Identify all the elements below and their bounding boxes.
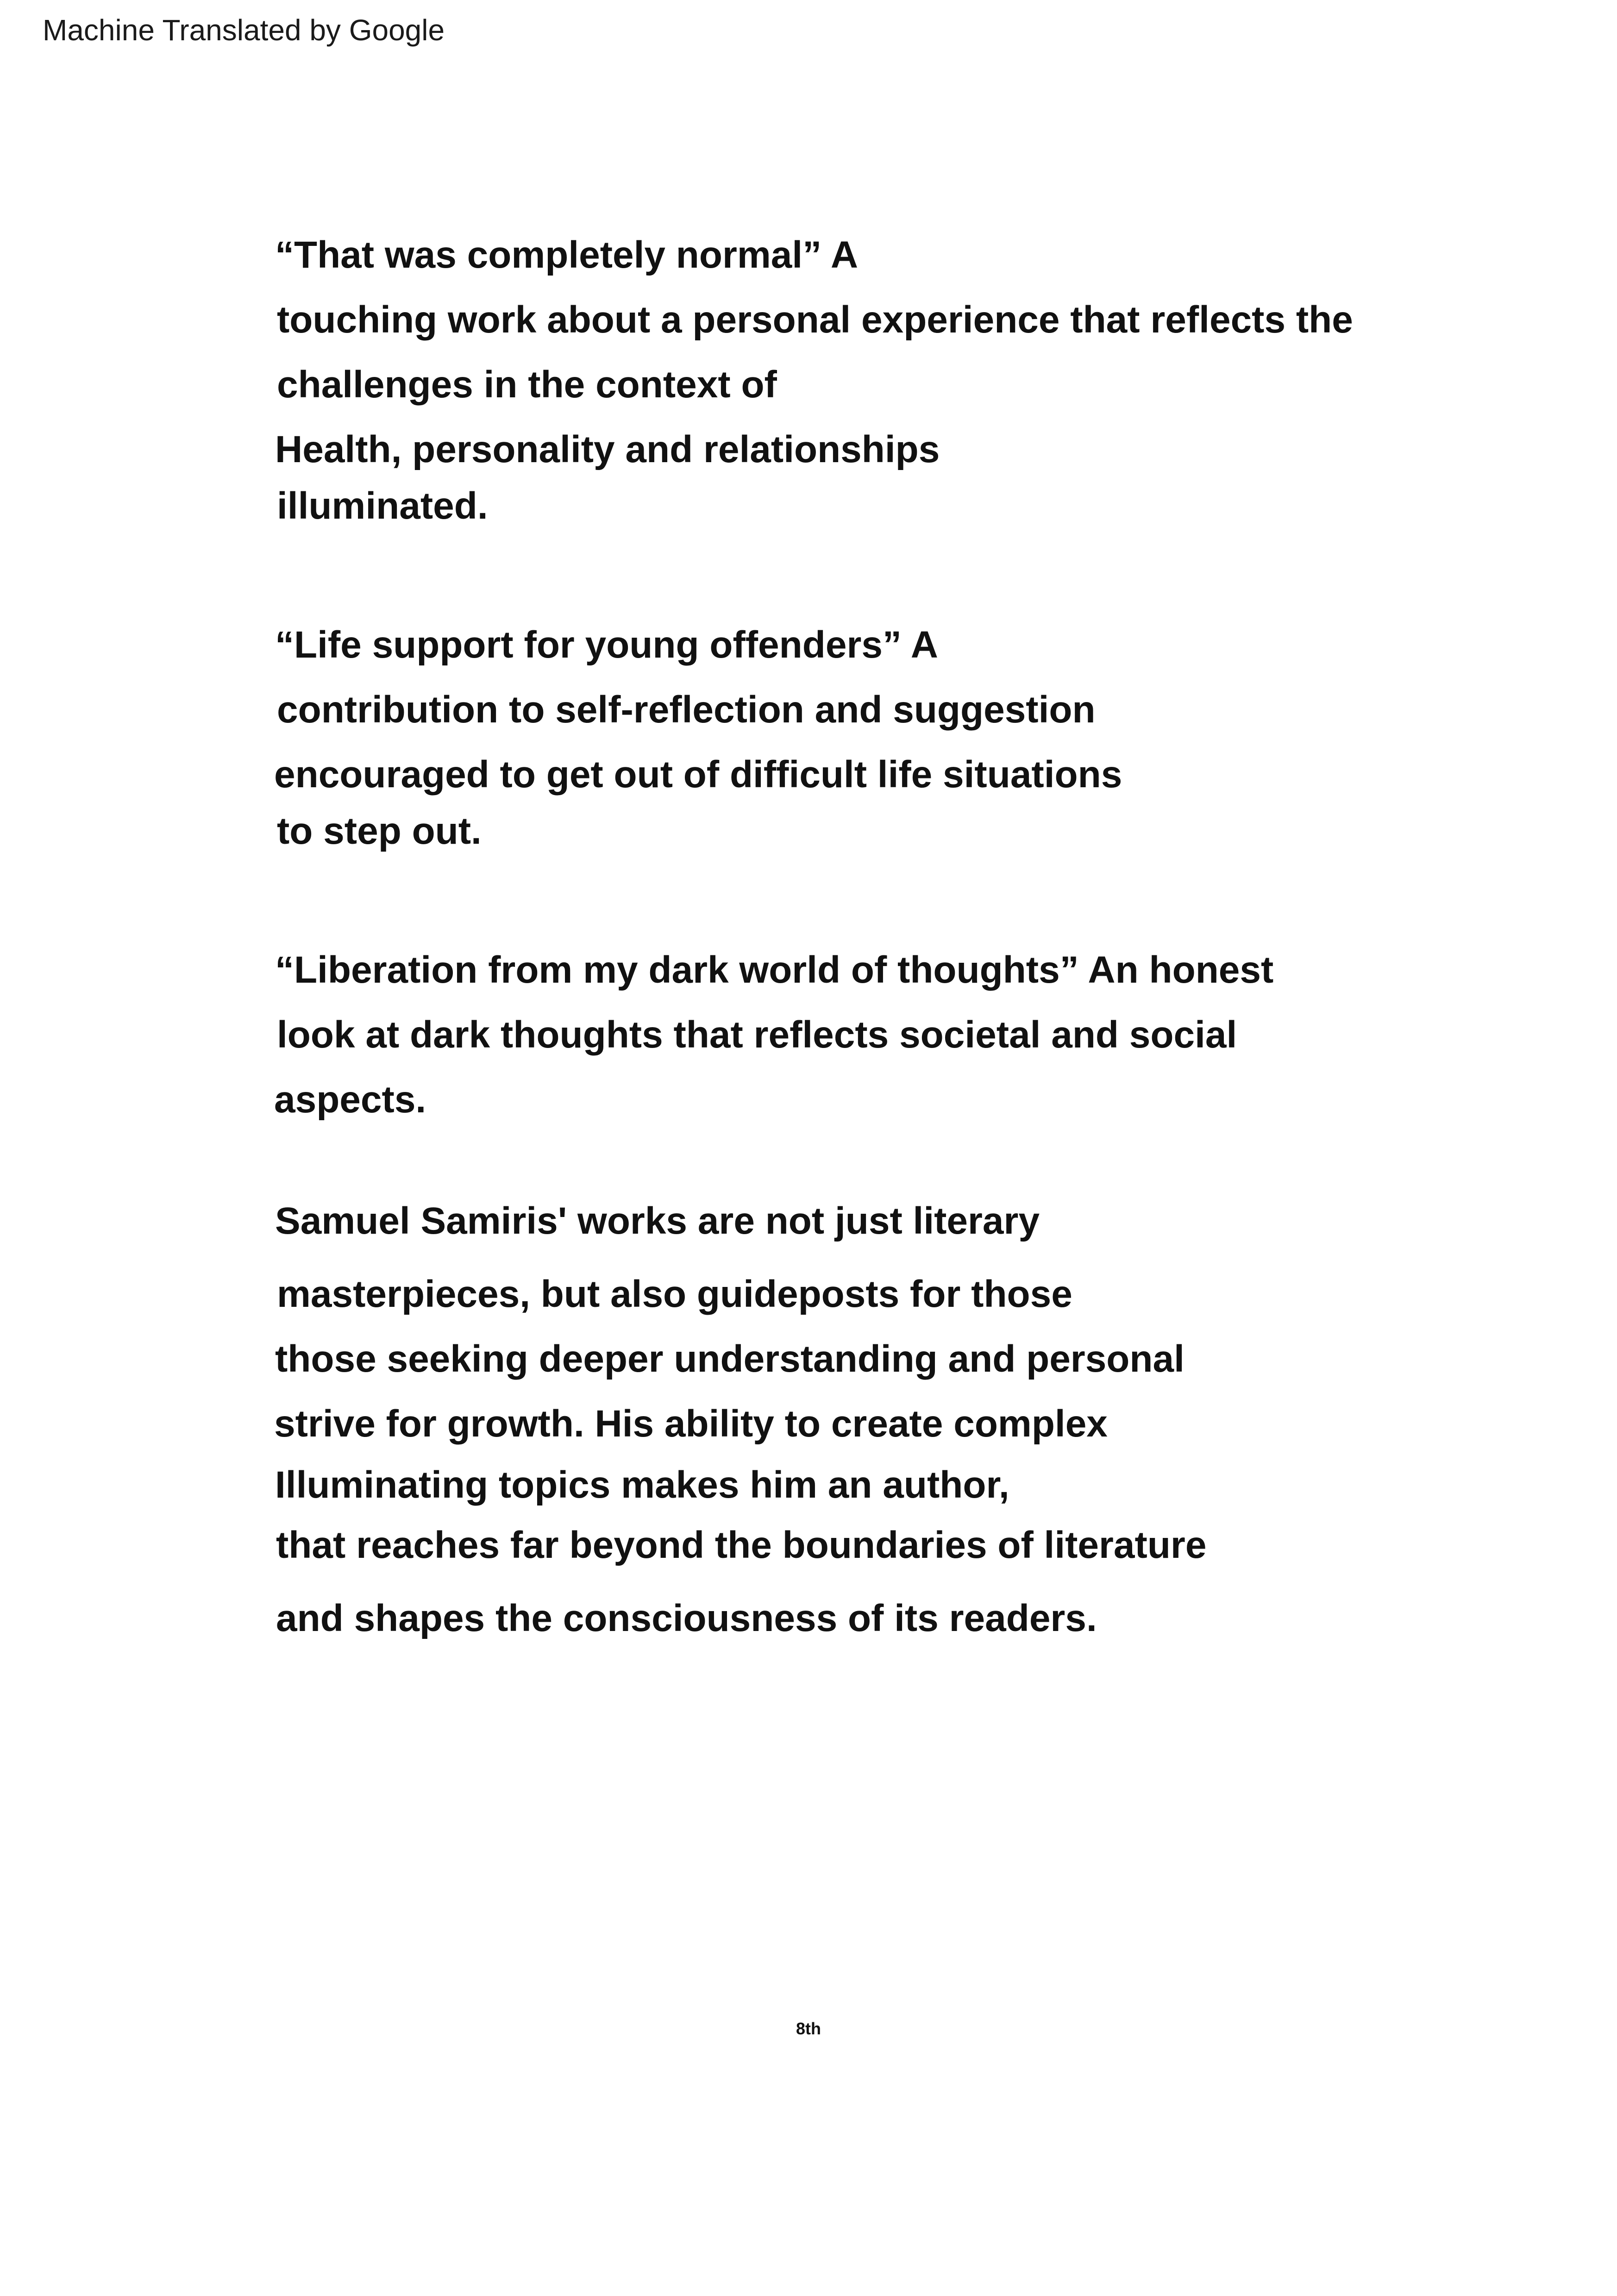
text-line: “That was completely normal” A <box>275 234 859 276</box>
text-line: challenges in the context of <box>277 364 777 406</box>
text-line: to step out. <box>277 810 482 852</box>
machine-translation-banner: Machine Translated by Google <box>43 13 445 47</box>
text-line: encouraged to get out of difficult life situations <box>274 753 1122 796</box>
text-line: touching work about a personal experience that reflects the <box>277 299 1353 341</box>
text-line: Health, personality and relationships <box>275 428 940 470</box>
text-line: “Life support for young offenders” A <box>275 624 938 666</box>
text-line: those seeking deeper understanding and personal <box>275 1338 1185 1380</box>
text-line: that reaches far beyond the boundaries of literature <box>276 1524 1207 1566</box>
text-line: Illuminating topics makes him an author, <box>275 1464 1009 1506</box>
text-line: contribution to self-reflection and suggestion <box>277 689 1096 731</box>
text-line: “Liberation from my dark world of thoughts” An honest <box>275 949 1274 991</box>
text-line: Samuel Samiris' works are not just literary <box>275 1200 1040 1242</box>
text-line: look at dark thoughts that reflects societal and social <box>277 1014 1237 1056</box>
text-line: and shapes the consciousness of its readers. <box>276 1597 1097 1639</box>
text-line: strive for growth. His ability to create complex <box>274 1403 1108 1445</box>
text-line: masterpieces, but also guideposts for those <box>277 1273 1072 1315</box>
text-line: illuminated. <box>277 485 488 527</box>
page-number: 8th <box>796 2019 821 2038</box>
text-line: aspects. <box>274 1079 426 1121</box>
